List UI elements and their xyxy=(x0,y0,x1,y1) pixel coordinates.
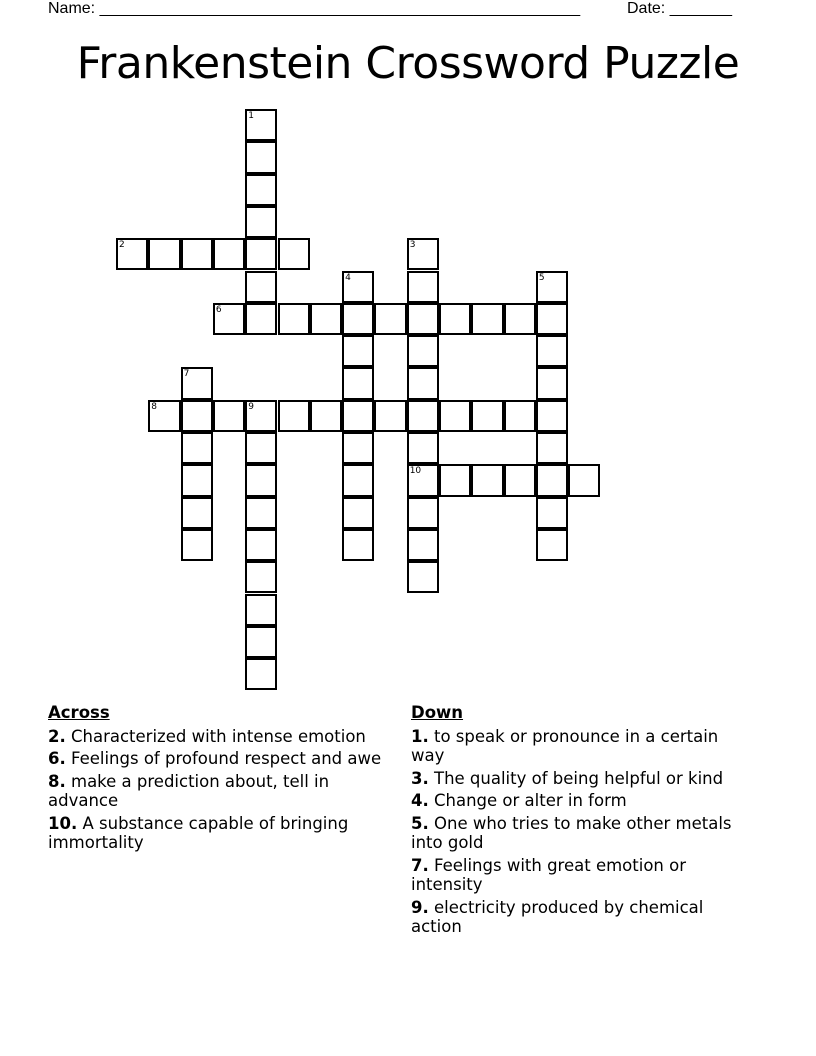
down-clue xyxy=(411,856,751,895)
clue-text: make a prediction about, tell in advance xyxy=(48,771,330,810)
grid-cell[interactable] xyxy=(181,497,213,529)
grid-cell[interactable] xyxy=(407,367,439,399)
cell-number: 2 xyxy=(119,240,125,251)
grid-cell[interactable] xyxy=(407,271,439,303)
name-field[interactable] xyxy=(48,0,580,18)
grid-cell[interactable] xyxy=(148,238,180,270)
date-field[interactable] xyxy=(627,0,732,18)
grid-cell[interactable] xyxy=(504,400,536,432)
grid-cell[interactable] xyxy=(536,432,568,464)
grid-cell[interactable] xyxy=(310,400,342,432)
grid-cell[interactable] xyxy=(407,497,439,529)
grid-cell[interactable] xyxy=(536,335,568,367)
grid-cell[interactable] xyxy=(439,400,471,432)
grid-cell[interactable] xyxy=(342,335,374,367)
date-line[interactable]: _______ xyxy=(669,0,732,17)
grid-cell[interactable] xyxy=(245,658,277,690)
clue-text: One who tries to make other metals into gold xyxy=(411,813,732,852)
across-clues xyxy=(48,703,388,856)
clue-number: 5. xyxy=(411,813,429,833)
grid-cell[interactable] xyxy=(213,400,245,432)
grid-cell[interactable] xyxy=(181,238,213,270)
grid-cell[interactable] xyxy=(407,238,439,270)
clue-text: A substance capable of bringing immortality xyxy=(48,813,349,852)
clue-number: 2. xyxy=(48,726,66,746)
grid-cell[interactable] xyxy=(342,367,374,399)
grid-cell[interactable] xyxy=(245,206,277,238)
grid-cell[interactable] xyxy=(245,109,277,141)
grid-cell[interactable] xyxy=(213,238,245,270)
cell-number: 9 xyxy=(248,401,254,412)
grid-cell[interactable] xyxy=(536,367,568,399)
grid-cell[interactable] xyxy=(439,303,471,335)
grid-cell[interactable] xyxy=(181,432,213,464)
across-clue xyxy=(48,772,388,811)
grid-cell[interactable] xyxy=(504,464,536,496)
down-clues xyxy=(411,703,751,940)
cell-number: 6 xyxy=(215,304,222,315)
clue-text: electricity produced by chemical action xyxy=(411,897,704,936)
grid-cell[interactable] xyxy=(342,400,374,432)
cell-number: 8 xyxy=(151,401,158,412)
grid-cell[interactable] xyxy=(536,464,568,496)
grid-cell[interactable] xyxy=(278,303,310,335)
grid-cell[interactable] xyxy=(245,271,277,303)
clue-number: 6. xyxy=(48,749,66,768)
grid-cell[interactable] xyxy=(245,400,277,432)
grid-cell[interactable] xyxy=(407,464,439,496)
grid-cell[interactable] xyxy=(374,303,406,335)
date-label: Date: xyxy=(627,0,666,17)
cell-number: 7 xyxy=(183,369,190,380)
across-clue xyxy=(48,814,388,853)
grid-cell[interactable] xyxy=(181,400,213,432)
grid-cell[interactable] xyxy=(245,174,277,206)
grid-cell[interactable] xyxy=(342,497,374,529)
grid-cell[interactable] xyxy=(407,432,439,464)
grid-cell[interactable] xyxy=(374,400,406,432)
grid-cell[interactable] xyxy=(407,335,439,367)
grid-cell[interactable] xyxy=(116,238,148,270)
grid-cell[interactable] xyxy=(536,271,568,303)
grid-cell[interactable] xyxy=(245,303,277,335)
grid-cell[interactable] xyxy=(245,497,277,529)
down-clue xyxy=(411,791,751,811)
grid-cell[interactable] xyxy=(245,238,277,270)
across-heading: Across xyxy=(48,703,110,722)
grid-cell[interactable] xyxy=(245,594,277,626)
grid-cell[interactable] xyxy=(310,303,342,335)
grid-cell[interactable] xyxy=(278,400,310,432)
clue-text: Characterized with intense emotion xyxy=(71,726,366,746)
across-clue xyxy=(48,749,388,769)
grid-cell[interactable] xyxy=(536,497,568,529)
grid-cell[interactable] xyxy=(342,271,374,303)
name-line[interactable]: ______________________________________________________ xyxy=(99,0,581,17)
grid-cell[interactable] xyxy=(407,400,439,432)
cell-number: 3 xyxy=(409,240,416,251)
grid-cell[interactable] xyxy=(536,529,568,561)
grid-cell[interactable] xyxy=(407,303,439,335)
grid-cell[interactable] xyxy=(278,238,310,270)
clue-text: Change or alter in form xyxy=(434,791,627,810)
grid-cell[interactable] xyxy=(568,464,600,496)
grid-cell[interactable] xyxy=(504,303,536,335)
grid-cell[interactable] xyxy=(471,464,503,496)
grid-cell[interactable] xyxy=(342,432,374,464)
grid-cell[interactable] xyxy=(213,303,245,335)
down-clue xyxy=(411,769,751,789)
grid-cell[interactable] xyxy=(245,626,277,658)
down-clue xyxy=(411,814,751,853)
grid-cell[interactable] xyxy=(342,464,374,496)
clue-number: 3. xyxy=(411,768,429,788)
down-clue xyxy=(411,898,751,937)
page-title: Frankenstein Crossword Puzzle xyxy=(76,38,740,89)
cell-number: 1 xyxy=(248,111,254,121)
grid-cell[interactable] xyxy=(536,303,568,335)
grid-cell[interactable] xyxy=(181,367,213,399)
cell-number: 4 xyxy=(345,272,351,283)
grid-cell[interactable] xyxy=(181,529,213,561)
grid-cell[interactable] xyxy=(407,561,439,593)
grid-cell[interactable] xyxy=(245,464,277,496)
clue-text: Feelings of profound respect and awe xyxy=(71,749,382,768)
grid-cell[interactable] xyxy=(439,464,471,496)
grid-cell[interactable] xyxy=(181,464,213,496)
cell-number: 10 xyxy=(409,466,422,477)
clue-text: Feelings with great emotion or intensity xyxy=(411,855,687,894)
clue-number: 1. xyxy=(411,726,429,746)
grid-cell[interactable] xyxy=(148,400,180,432)
grid-cell[interactable] xyxy=(245,561,277,593)
clue-number: 4. xyxy=(411,791,429,810)
clue-number: 8. xyxy=(48,771,66,791)
grid-cell[interactable] xyxy=(245,432,277,464)
clue-number: 7. xyxy=(411,855,429,875)
grid-cell[interactable] xyxy=(536,400,568,432)
grid-cell[interactable] xyxy=(342,303,374,335)
grid-cell[interactable] xyxy=(407,529,439,561)
clue-text: to speak or pronounce in a certain way xyxy=(411,726,719,765)
grid-cell[interactable] xyxy=(471,303,503,335)
grid-cell[interactable] xyxy=(245,529,277,561)
cell-number: 5 xyxy=(538,272,545,283)
down-heading: Down xyxy=(411,703,464,722)
across-clue xyxy=(48,727,388,747)
grid-cell[interactable] xyxy=(471,400,503,432)
grid-cell[interactable] xyxy=(245,141,277,173)
clue-number: 9. xyxy=(411,897,429,917)
grid-cell[interactable] xyxy=(342,529,374,561)
down-clue xyxy=(411,727,751,766)
clue-number: 10. xyxy=(48,813,78,833)
name-label: Name: xyxy=(48,0,96,17)
clue-text: The quality of being helpful or kind xyxy=(434,768,724,788)
